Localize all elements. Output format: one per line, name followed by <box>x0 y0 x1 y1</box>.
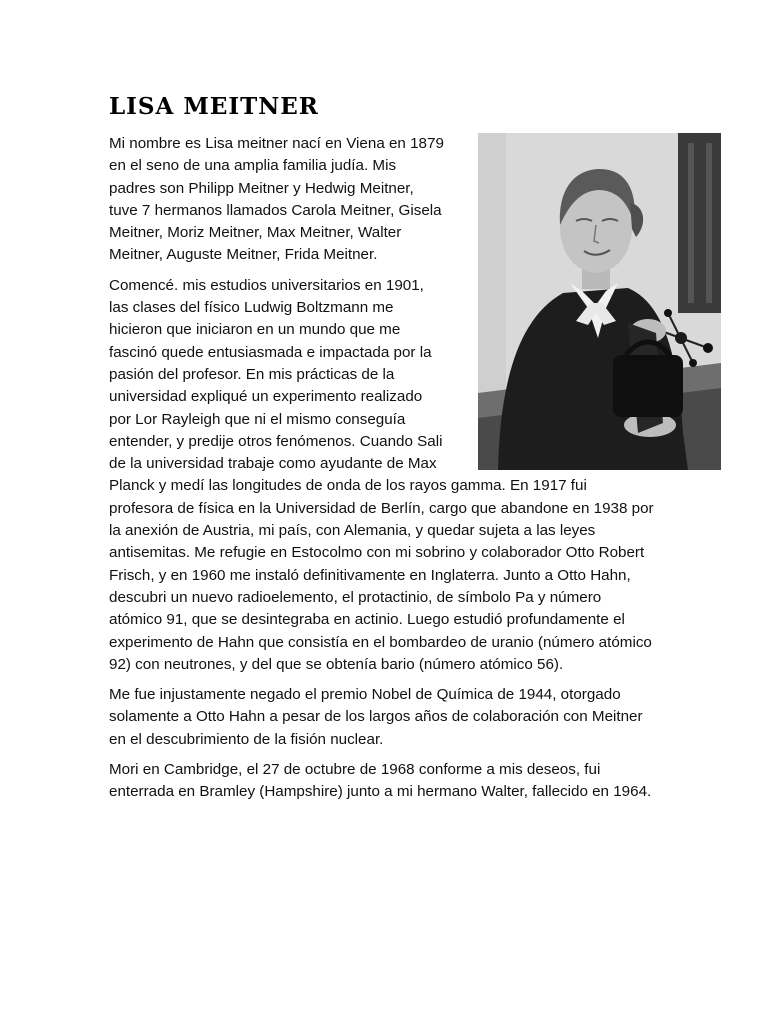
body-text <box>109 133 654 812</box>
paragraph-death: Mori en Cambridge, el 27 de octubre de 1968 conforme a mis deseos, fui enterrada en Bramley (Hampshire) junto a mi hermano Walter, fallecido en 1964. <box>109 761 652 801</box>
paragraph-birth: Mi nombre es Lisa meitner nací en Viena en 1879 en el seno de una amplia familia judía. Mis padres son Philipp Meitner y Hedwig Meitner, tuve 7 hermanos llamados Carola Meitner, Gisela Meitner, Moriz Meitner, Max Meitner, Walter Meitner, Auguste Meitner, Frida Meitner. <box>109 135 444 264</box>
photo-wrap-space <box>444 133 654 473</box>
paragraph-nobel: Me fue injustamente negado el premio Nobel de Química de 1944, otorgado solamente a Otto Hahn a pesar de los largos años de colaboración con Meitner en el descubrimiento de la fisión nuclear. <box>109 686 643 748</box>
page-title: LISA MEITNER <box>109 93 319 120</box>
paragraph-career: Comencé. mis estudios universitarios en 1901, las clases del físico Ludwig Boltzmann me hicieron que iniciaron en un mundo que me fascinó quede entusiasmada e impactada por la pasión del profesor. En mis prácticas de la universidad expliqué un experimento realizado por Lor Rayleigh que ni el mismo conseguía entender, y predije otros fenómenos. Cuando Sali de la universidad trabaje como ayudante de Max Planck y medí las longitudes de onda de los rayos gamma. En 1917 fui profesora de física en la Universidad de Berlín, cargo que abandone en 1938 por la anexión de Austria, mi país, con Alemania, y quedar sujeta a las leyes antisemitas. Me refugie en Estocolmo con mi sobrino y colaborador Otto Robert Frisch, y en 1960 me instaló definitivamente en Inglaterra. Junto a Otto Hahn, descubri un nuevo radioelemento, el protactinio, de símbolo Pa y número atómico 91, que se desintegraba en actinio. Luego estudió profundamente el experimento de Hahn que consistía en el bombardeo de uranio (número atómico 92) con neutrones, y del que se obtenía bario (número atómico 56). <box>109 276 654 673</box>
